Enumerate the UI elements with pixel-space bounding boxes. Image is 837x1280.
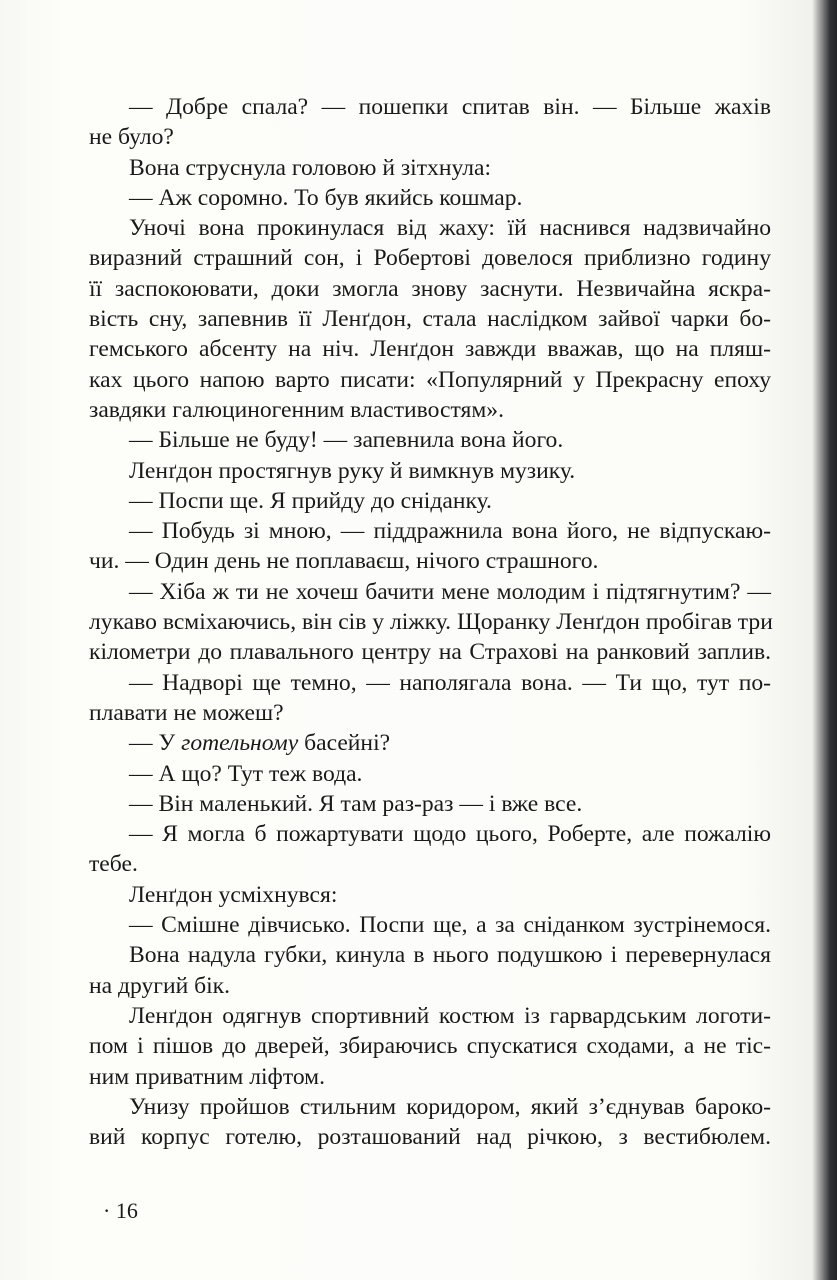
text-line: — Добре спала? — пошепки спитав він. — Більше жахів xyxy=(129,94,771,120)
text-line: Ленґдон усміхнувся: xyxy=(129,881,338,908)
text-line: ним приватним ліфтом. xyxy=(89,1063,326,1090)
text-line: кілометри до плавального центру на Страхові на ранковий заплив. xyxy=(89,639,771,666)
text-line: Вона струснула головою й зітхнула: xyxy=(129,154,492,181)
text-line: завдяки галюциногенним властивостям». xyxy=(89,396,504,423)
page-number: · 16 xyxy=(103,1198,138,1223)
text-line: — Смішне дівчисько. Поспи ще, а за сніданком зустрінемося. xyxy=(129,912,771,939)
text-line: пом і пішов до дверей, збираючись спускатися сходами, а не тіс- xyxy=(89,1033,771,1060)
text-line: на другий бік. xyxy=(89,972,231,999)
text-segment: басейні? xyxy=(298,730,391,757)
text-segment: — У xyxy=(129,730,182,757)
text-line: тебе. xyxy=(89,851,138,878)
text-line: — Надворі ще темно, — наполягала вона. — Ти що, тут по- xyxy=(129,669,771,696)
text-line: — А що? Тут теж вода. xyxy=(129,760,363,787)
text-line: вий корпус готелю, розташований над річкою, з вестибюлем. xyxy=(89,1124,771,1151)
text-line: Вона надула губки, кинула в нього подушкою і перевернулася xyxy=(129,942,771,969)
page-text xyxy=(89,92,771,1152)
text-line: лукаво всміхаючись, він сів у ліжку. Щоранку Ленґдон пробігав три xyxy=(89,609,773,636)
text-line: плавати не можеш? xyxy=(89,699,284,726)
text-line: — Хіба ж ти не хочеш бачити мене молодим і підтягнутим? — xyxy=(129,578,771,605)
text-line: — Більше не буду! — запевнила вона його. xyxy=(129,427,564,454)
text-line: не було? xyxy=(89,124,174,151)
text-line: — Поспи ще. Я прийду до сніданку. xyxy=(129,487,492,514)
italic-word: готельному xyxy=(181,730,299,757)
text-line: — Він маленький. Я там раз-раз — і вже все. xyxy=(129,790,583,817)
text-line: Ленґдон простягнув руку й вимкнув музику. xyxy=(129,457,576,484)
text-line: — Я могла б пожартувати щодо цього, Роберте, але пожалію xyxy=(129,821,771,848)
text-line: — Аж соромно. То був якийсь кошмар. xyxy=(129,184,523,211)
text-line: Унизу пройшов стильним коридором, який з’єднував бароко- xyxy=(129,1093,771,1120)
text-line: ках цього напою варто писати: «Популярний у Прекрасну епоху xyxy=(89,366,771,393)
text-line: її заспокоювати, доки змогла знову заснути. Незвичайна яскра- xyxy=(89,275,771,302)
text-line: чи. — Один день не поплаваєш, нічого страшного. xyxy=(89,548,599,575)
text-line: виразний страшний сон, і Робертові довелося приблизно годину xyxy=(89,245,771,272)
text-line: вість сну, запевнив її Ленґдон, стала наслідком зайвої чарки бо- xyxy=(89,306,771,333)
text-line: Уночі вона прокинулася від жаху: їй наснився надзвичайно xyxy=(129,215,771,242)
text-line: гемського абсенту на ніч. Ленґдон завжди вважав, що на пляш- xyxy=(89,336,771,363)
text-line-with-italic xyxy=(89,728,771,758)
text-line: — Побудь зі мною, — піддражнила вона його, не відпускаю- xyxy=(129,518,771,545)
text-line: Ленґдон одягнув спортивний костюм із гарвардським логоти- xyxy=(129,1002,771,1029)
